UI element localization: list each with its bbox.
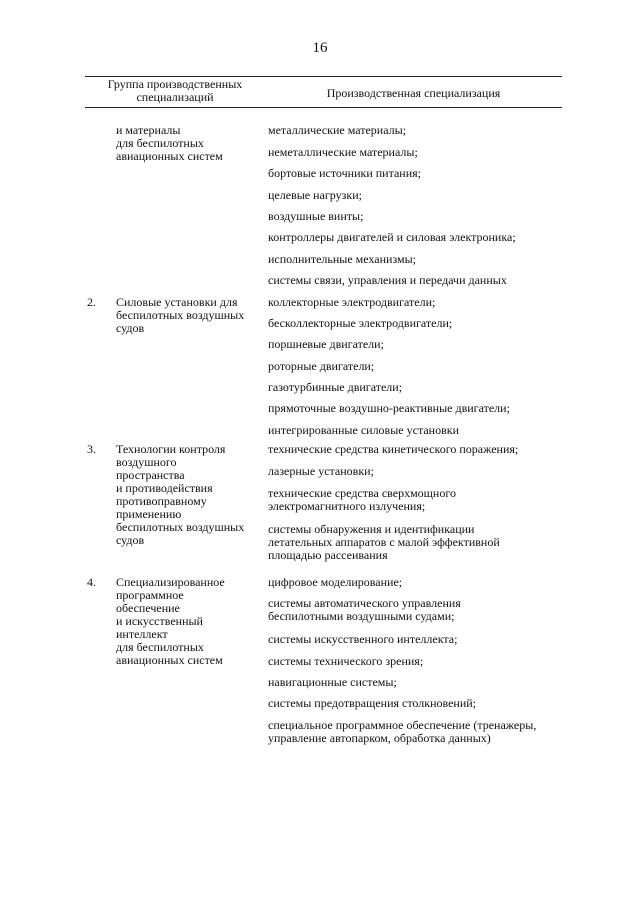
specialization-item: контроллеры двигателей и силовая электроника; [268, 230, 516, 244]
specialization-item: газотурбинные двигатели; [268, 380, 403, 394]
specialization-item: системы связи, управления и передачи данных [268, 273, 507, 287]
specialization-item: технические средства кинетического поражения; [268, 442, 519, 456]
group-number: 4. [87, 575, 96, 589]
group-title: и материалы для беспилотных авиационных систем [116, 123, 223, 163]
specialization-item: системы предотвращения столкновений; [268, 696, 477, 710]
specialization-item: неметаллические материалы; [268, 145, 418, 159]
specialization-item: системы обнаружения и идентификации летательных аппаратов с малой эффективной площадью рассеивания [268, 522, 500, 562]
specialization-item: исполнительные механизмы; [268, 252, 417, 266]
column-header-specialization: Производственная специализация [326, 86, 501, 100]
specialization-item: роторные двигатели; [268, 359, 375, 373]
specialization-item: коллекторные электродвигатели; [268, 295, 436, 309]
specialization-item: бесколлекторные электродвигатели; [268, 316, 453, 330]
specialization-item: прямоточные воздушно-реактивные двигатели; [268, 401, 510, 415]
table-header-rule [85, 107, 562, 108]
specialization-item: цифровое моделирование; [268, 575, 403, 589]
specialization-item: поршневые двигатели; [268, 337, 384, 351]
group-number: 3. [87, 442, 96, 456]
group-title: Специализированное программное обеспечение и искусственный интеллект для беспилотных авиационных систем [116, 575, 225, 667]
specialization-item: интегрированные силовые установки [268, 423, 459, 437]
specialization-item: воздушные винты; [268, 209, 364, 223]
specialization-item: металлические материалы; [268, 123, 407, 137]
specialization-item: бортовые источники питания; [268, 166, 421, 180]
specialization-item: технические средства сверхмощного электромагнитного излучения; [268, 486, 456, 513]
specialization-item: навигационные системы; [268, 675, 397, 689]
specialization-item: лазерные установки; [268, 464, 374, 478]
specialization-item: системы технического зрения; [268, 654, 424, 668]
group-title: Силовые установки для беспилотных воздушных судов [116, 295, 245, 335]
specialization-item: целевые нагрузки; [268, 188, 362, 202]
group-title: Технологии контроля воздушного пространства и противодействия противоправному применению беспилотных воздушных судов [116, 442, 245, 547]
specialization-item: системы автоматического управления беспилотными воздушными судами; [268, 596, 461, 623]
page-number: 16 [312, 40, 328, 56]
specialization-item: специальное программное обеспечение (тренажеры, управление автопарком, обработка данных) [268, 718, 537, 745]
specialization-item: системы искусственного интеллекта; [268, 632, 458, 646]
group-number: 2. [87, 295, 96, 309]
column-header-group: Группа производственных специализаций [107, 77, 243, 104]
